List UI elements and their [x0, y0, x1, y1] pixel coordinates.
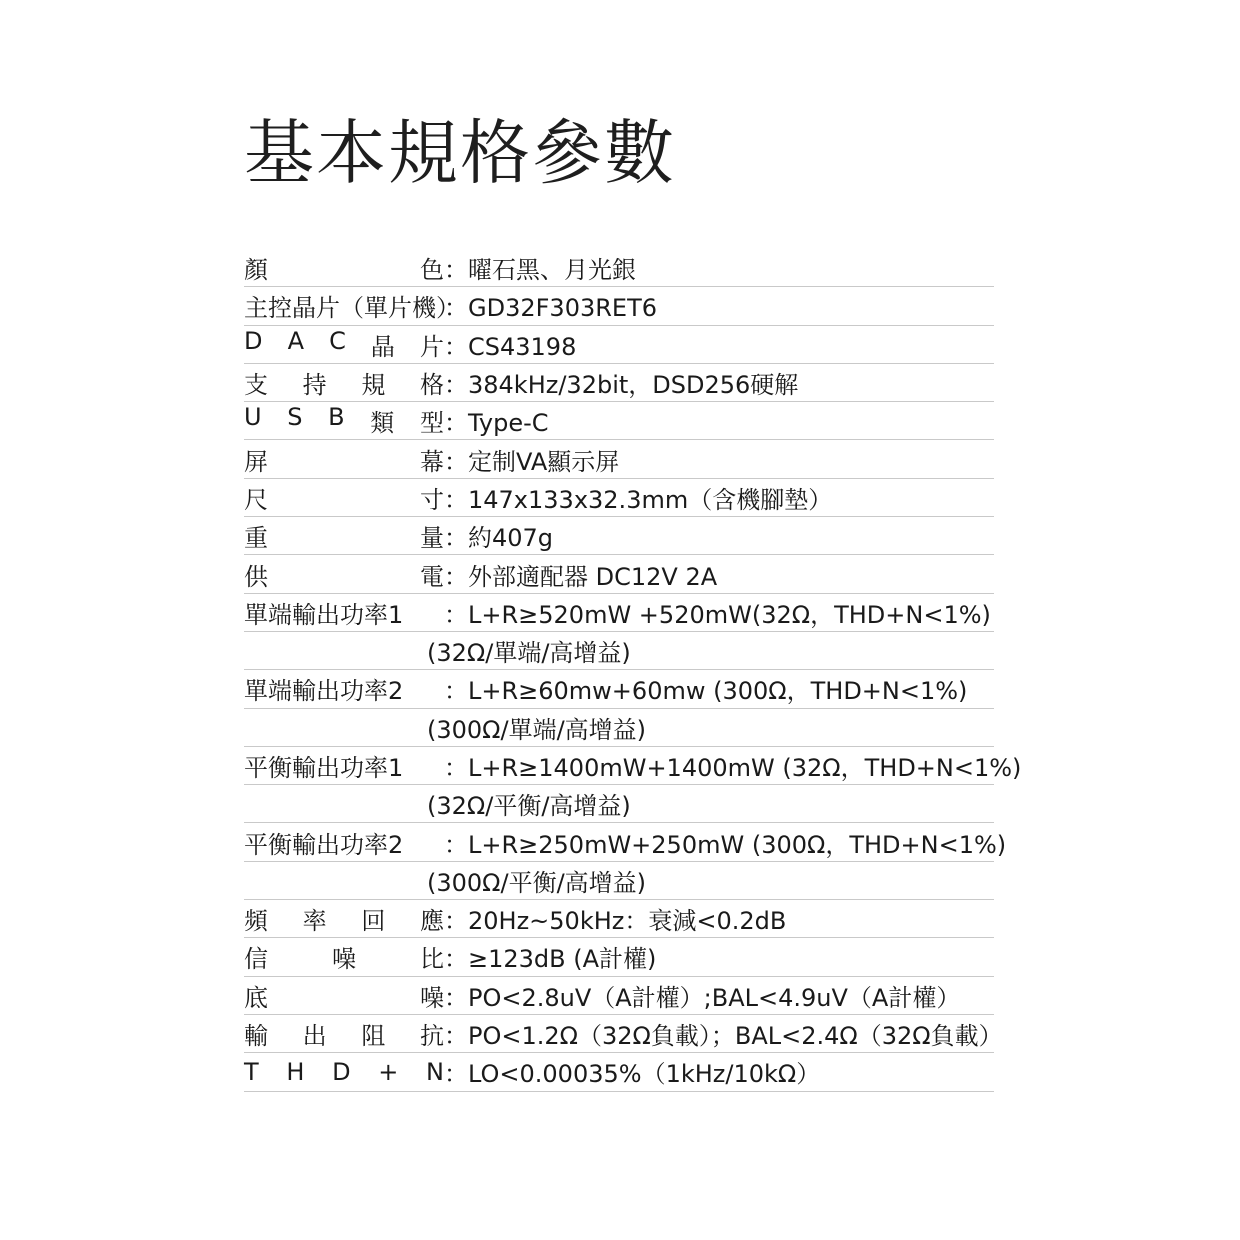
spec-row: [244, 440, 994, 478]
spec-value: ：L+R≥250mW+250mW (300Ω，THD+N<1%): [444, 830, 1007, 859]
spec-label: 供 電: [244, 562, 444, 591]
spec-value: ：384kHz/32bit，DSD256硬解: [444, 371, 799, 400]
spec-row: [244, 517, 994, 555]
spec-value: ：20Hz~50kHz：衰減<0.2dB: [444, 907, 787, 936]
spec-value: ：≥123dB (A計權): [444, 945, 657, 974]
spec-value: ：外部適配器 DC12V 2A: [444, 562, 718, 591]
spec-row: [244, 1053, 994, 1091]
spec-row: [244, 326, 994, 364]
spec-label: T H D + N: [244, 1057, 444, 1086]
spec-value: ：147x133x32.3mm（含機腳墊）: [444, 485, 833, 514]
spec-row: [244, 479, 994, 517]
spec-label: 單端輸出功率2: [244, 677, 404, 706]
spec-row-continuation: [244, 862, 994, 900]
spec-value: (300Ω/平衡/高增益): [427, 868, 647, 897]
spec-value: ：定制VA顯示屏: [444, 447, 620, 476]
spec-label: 信 噪 比: [244, 945, 444, 974]
spec-value: ：PO<1.2Ω（32Ω負載）；BAL<2.4Ω（32Ω負載）: [444, 1022, 1003, 1051]
spec-label: 尺 寸: [244, 485, 444, 514]
spec-label: 主控晶片（單片機）: [244, 294, 460, 323]
spec-label: 支 持 規 格: [244, 371, 444, 400]
spec-table: [244, 249, 1022, 1092]
spec-label: D A C 晶 片: [244, 326, 444, 361]
spec-value: ：L+R≥60mw+60mw (300Ω，THD+N<1%): [444, 677, 968, 706]
spec-value: ：約407g: [444, 524, 554, 553]
spec-row: [244, 670, 994, 708]
spec-label: 顏 色: [244, 256, 444, 285]
spec-label: 單端輸出功率1: [244, 600, 404, 629]
spec-value: ：GD32F303RET6: [444, 294, 657, 323]
spec-row: [244, 594, 994, 632]
spec-row: [244, 287, 994, 325]
spec-label: 平衡輸出功率1: [244, 754, 404, 782]
spec-row-continuation: [244, 632, 994, 670]
spec-value: ：CS43198: [444, 332, 577, 361]
spec-row: [244, 977, 994, 1015]
spec-label: 頻 率 回 應: [244, 907, 444, 936]
spec-value: (32Ω/平衡/高增益): [427, 792, 631, 821]
page-title: 基本規格參數: [244, 112, 676, 194]
spec-value: (300Ω/單端/高增益): [427, 715, 647, 744]
spec-value: ：曜石黑、月光銀: [444, 256, 636, 285]
spec-label: 底 噪: [244, 983, 444, 1012]
spec-row: [244, 938, 994, 976]
spec-row: [244, 249, 994, 287]
spec-row: [244, 900, 994, 938]
spec-row: [244, 747, 1022, 785]
spec-value: (32Ω/單端/高增益): [427, 639, 631, 668]
spec-value: ：L+R≥520mW +520mW(32Ω，THD+N<1%): [444, 600, 991, 629]
spec-label: 平衡輸出功率2: [244, 830, 404, 859]
spec-label: 屏 幕: [244, 447, 444, 476]
spec-label: 重 量: [244, 524, 444, 553]
spec-value: ：L+R≥1400mW+1400mW (32Ω，THD+N<1%): [444, 754, 1022, 782]
spec-value: ：LO<0.00035%（1kHz/10kΩ）: [444, 1060, 821, 1089]
spec-row: [244, 364, 994, 402]
spec-row: [244, 1015, 1003, 1053]
spec-label: 輸 出 阻 抗: [244, 1022, 444, 1051]
spec-row-continuation: [244, 709, 994, 747]
spec-value: ：PO<2.8uV（A計權）;BAL<4.9uV（A計權）: [444, 983, 961, 1012]
spec-row-continuation: [244, 785, 994, 823]
spec-row: [244, 823, 1007, 861]
spec-value: ：Type-C: [444, 409, 549, 438]
spec-label: U S B 類 型: [244, 403, 444, 438]
spec-row: [244, 402, 994, 440]
spec-row: [244, 555, 994, 593]
